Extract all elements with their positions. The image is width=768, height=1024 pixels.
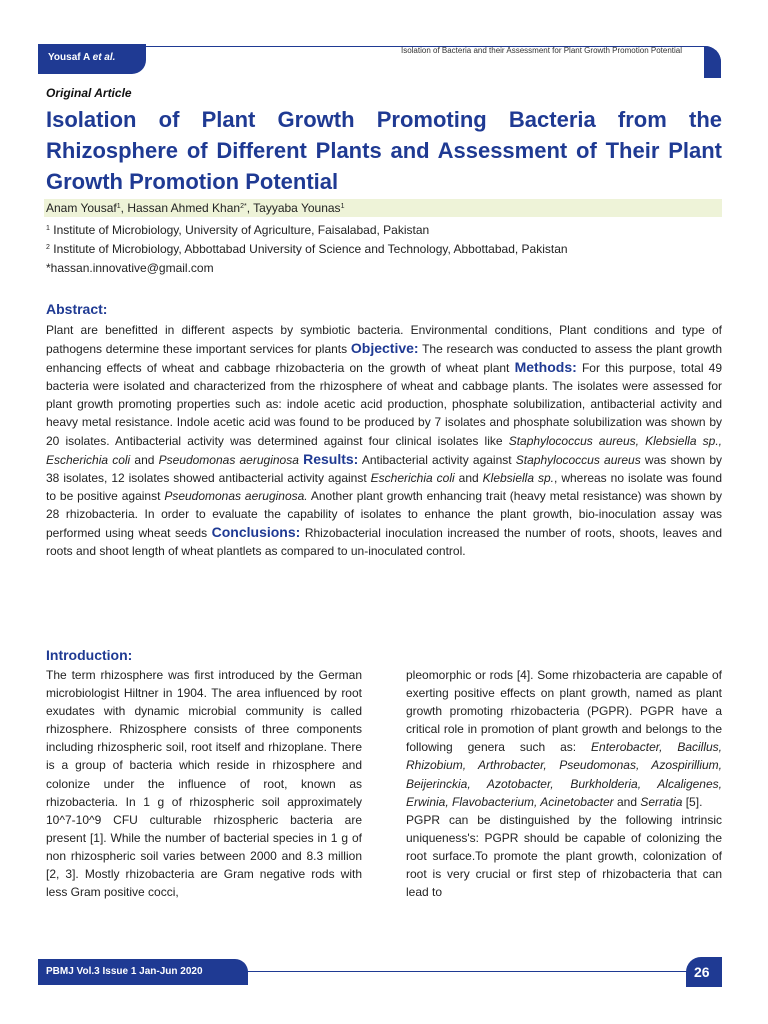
header-corner xyxy=(704,46,721,78)
author-sup: 1 xyxy=(340,203,345,210)
keyword-results: Results: xyxy=(303,450,359,467)
page-number: 26 xyxy=(686,957,722,987)
keyword-methods: Methods: xyxy=(514,359,577,376)
affiliation-text: Institute of Microbiology, Abbottabad University of Science and Technology, Abbottabad, Pakistan xyxy=(53,242,568,256)
affiliation-1 xyxy=(46,223,429,237)
author-name: Hassan Ahmed Khan xyxy=(127,201,241,215)
species-names: Staphylococcus aureus, Klebsiella sp., Escherichia coli xyxy=(46,433,722,467)
genera-list: Enterobacter, Bacillus, Rhizobium, Arthrobacter, Pseudomonas, Azospirillium, Beijerinckia, Azotobacter, Burkholderia, Alcaligenes, Erwinia, Flavobacterium, Acinetobacter xyxy=(406,740,722,809)
affiliation-text: Institute of Microbiology, University of Agriculture, Faisalabad, Pakistan xyxy=(53,223,430,237)
keyword-conclusions: Conclusions: xyxy=(211,524,301,541)
author-separator: , xyxy=(246,201,254,215)
footer-journal: PBMJ Vol.3 Issue 1 Jan-Jun 2020 xyxy=(38,959,248,985)
abstract-text: For this purpose, total 49 bacteria were isolated and characterized from the rhizosphere of wheat and cabbage plants. The isolates were assessed for plant growth promoting properties such as: indole acetic acid production, phosphate solubilization, antibacterial activity and heavy metal resistance. Indole acetic acid was found to be produced by 7 isolates and phosphate solubilization was shown by 20 isolates. Antibacterial activity was determined against four clinical isolates like xyxy=(46,361,723,448)
abstract-text: and xyxy=(130,452,159,467)
author-sup: 1 xyxy=(116,203,121,210)
abstract-text: The research was conducted to assess the plant growth enhancing effects of wheat and cabbage rhizobacteria on the growth of wheat plant xyxy=(46,342,722,376)
running-title: Isolation of Bacteria and their Assessment for Plant Growth Promotion Potential xyxy=(400,46,682,55)
corresponding-email[interactable]: *hassan.innovative@gmail.com xyxy=(46,261,214,275)
author-list xyxy=(46,201,344,215)
keyword-objective: Objective: xyxy=(350,340,419,357)
intro-text: and xyxy=(613,794,641,809)
article-title: Isolation of Plant Growth Promoting Bacteria from the Rhizosphere of Different Plants and Assessment of Their Plant Growth Promotion Potential xyxy=(46,107,722,194)
header-author-tab xyxy=(38,44,146,74)
abstract-text: Antibacterial activity against xyxy=(358,452,516,467)
species-name: Staphylococcus aureus xyxy=(515,452,641,467)
affiliation-sup: 1 xyxy=(46,225,50,232)
abstract-body xyxy=(46,321,722,560)
species-name: Klebsiella sp. xyxy=(482,470,555,485)
author-sup: 2* xyxy=(240,203,247,210)
introduction-column-right xyxy=(406,666,722,901)
species-name: Pseudomonas aeruginosa xyxy=(158,452,299,467)
genus-name: Serratia xyxy=(640,794,683,809)
abstract-text: Plant are benefitted in different aspects by symbiotic bacteria. Environmental conditions, Plant conditions and type of pathogens determine these important services for plants xyxy=(46,323,722,357)
abstract-text: Another plant growth enhancing trait (heavy metal resistance) was shown by 28 rhizobacteria. In order to evaluate the capability of isolates to enhance the plant growth, bio-inoculation assay was performed using wheat seeds xyxy=(46,488,723,541)
abstract-heading: Abstract: xyxy=(46,301,108,317)
abstract-text: Rhizobacterial inoculation increased the number of roots, shoots, leaves and roots and shoot length of wheat plantlets as compared to un-inoculated control. xyxy=(46,526,722,559)
intro-text: pleomorphic or rods [4]. Some rhizobacteria are capable of exerting positive effects on plant growth, named as plant growth promoting rhizobacteria (PGPR). PGPR have a critical role in promotion of plant growth and belongs to the following genera such as: xyxy=(406,668,722,755)
author-separator: , xyxy=(120,201,128,215)
species-name: Pseudomonas aeruginosa. xyxy=(164,488,308,503)
abstract-text: was shown by 38 isolates, 12 isolates showed antibacterial activity against xyxy=(46,452,722,485)
introduction-column-left: The term rhizosphere was first introduced by the German microbiologist Hiltner in 1904. The area influenced by root exudates with dynamic microbial community is called rhizosphere. Rhizosphere consists of three components including rhizospheric soil, root itself and rhizoplane. There is a group of bacteria which reside in rhizosphere and colonize under the influence of root, known as rhizobacteria. In 1 g of rhizospheric soil approximately 10^7-10^9 CFU culturable rhizospheric bacteria are present [1]. While the number of bacterial species in 1 g of non rhizospheric soil varies between 2000 and 8.3 million [2, 3]. Mostly rhizobacteria are Gram negative rods with less Gram positive cocci, xyxy=(46,668,362,900)
article-type: Original Article xyxy=(46,86,132,100)
abstract-text: and xyxy=(454,470,483,485)
abstract-text: , whereas no isolate was found to be positive against xyxy=(46,470,722,503)
header-et-al: et al. xyxy=(92,52,116,63)
affiliation-2 xyxy=(46,242,568,256)
introduction-heading: Introduction: xyxy=(46,647,133,663)
author-name: Anam Yousaf xyxy=(46,201,117,215)
header-author: Yousaf A xyxy=(48,52,90,63)
intro-text: PGPR can be distinguished by the following intrinsic uniqueness's: PGPR should be capable of colonizing the root surface.To promote the plant growth, colonization of root is very crucial or first step of rhizobacteria that can lead to xyxy=(406,812,722,900)
affiliation-sup: 2 xyxy=(46,244,50,251)
author-name: Tayyaba Younas xyxy=(253,201,341,215)
intro-text: [5]. xyxy=(682,794,703,809)
species-name: Escherichia coli xyxy=(370,470,455,485)
